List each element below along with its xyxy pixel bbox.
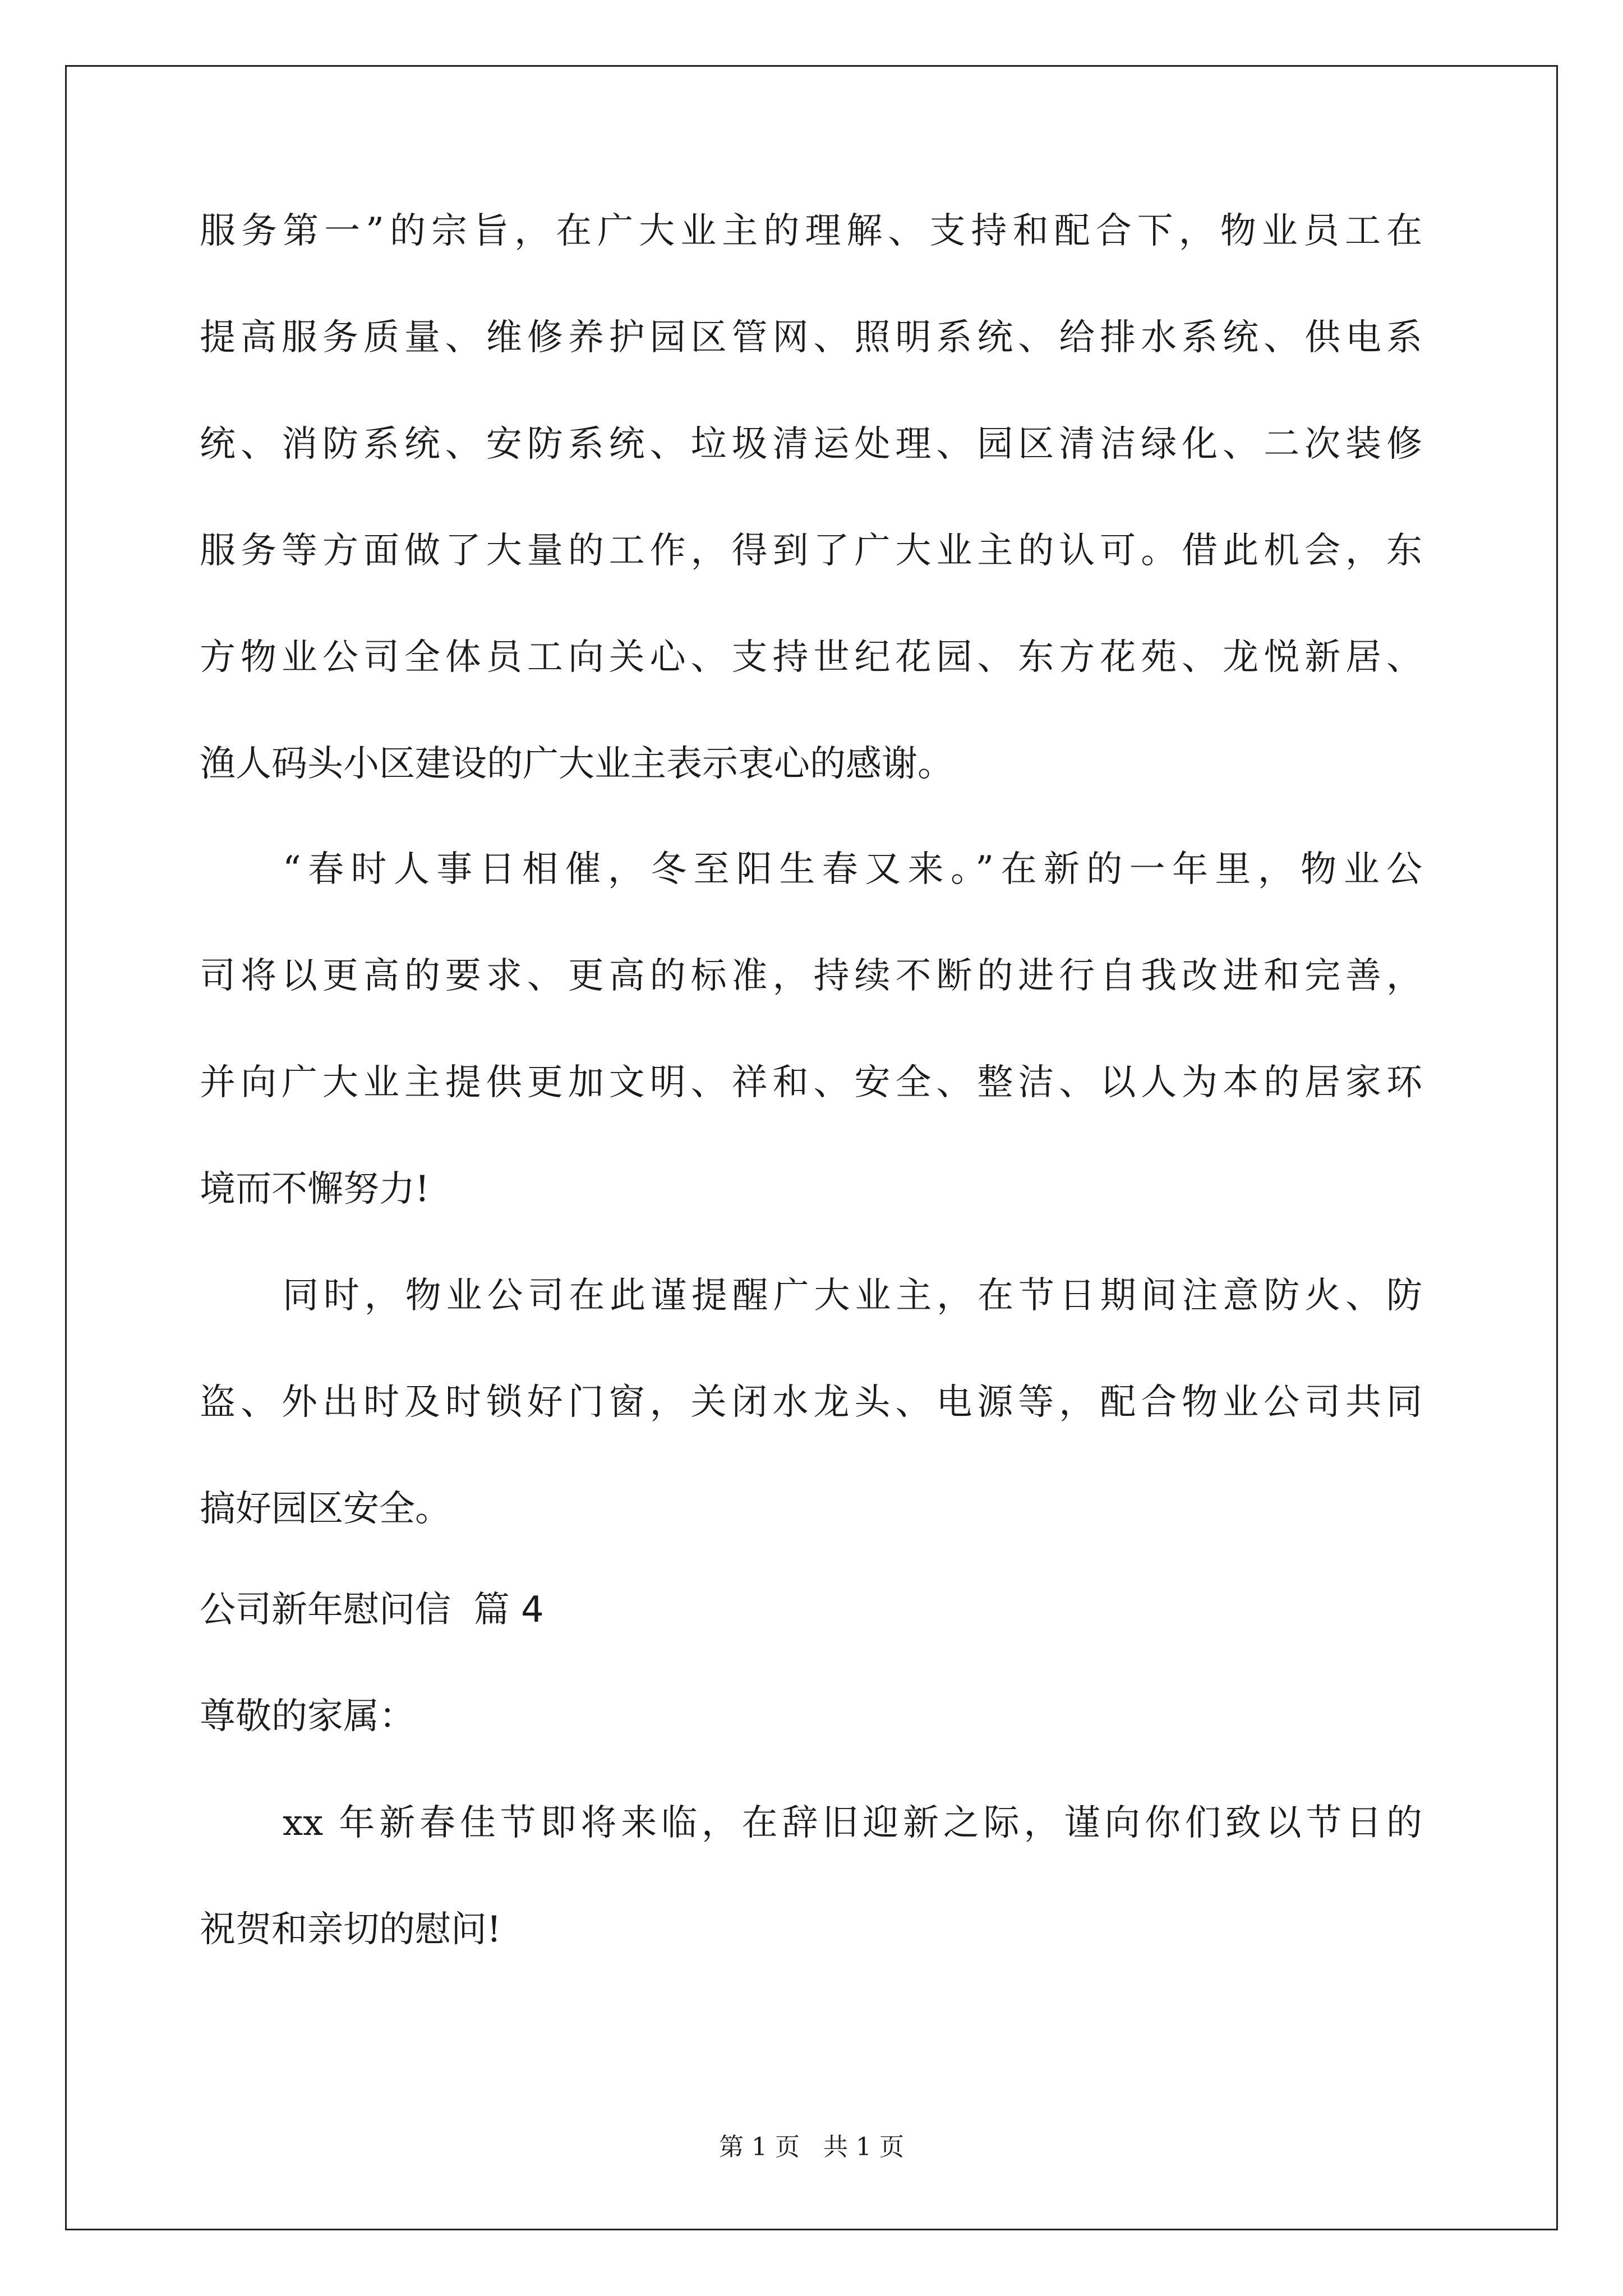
paragraph-line: 同时，物业公司在此谨提醒广大业主，在节日期间注意防火、防 <box>283 1275 1422 1317</box>
paragraph-line: 方物业公司全体员工向关心、支持世纪花园、东方花苑、龙悦新居、 <box>200 637 1422 678</box>
salutation: 尊敬的家属： <box>200 1696 415 1737</box>
paragraph-line: 并向广大业主提供更加文明、祥和、安全、整洁、以人为本的居家环 <box>200 1062 1422 1103</box>
paragraph-line: 境而不懈努力! <box>200 1168 430 1210</box>
paragraph-line: 祝贺和亲切的慰问! <box>200 1909 501 1950</box>
paragraph-line: 渔人码头小区建设的广大业主表示衷心的感谢。 <box>200 743 953 785</box>
paragraph-line: 搞好园区安全。 <box>200 1488 451 1530</box>
paragraph-line: 司将以更高的要求、更高的标准，持续不断的进行自我改进和完善， <box>200 955 1422 997</box>
paragraph-line: 统、消防系统、安防系统、垃圾清运处理、园区清洁绿化、二次装修 <box>200 424 1422 465</box>
page-border <box>65 65 1558 2230</box>
section-heading: 公司新年慰问信 篇 4 <box>200 1589 544 1631</box>
paragraph-line: “春时人事日相催，冬至阳生春又来。”在新的一年里，物业公 <box>283 849 1422 890</box>
paragraph-line: 提高服务质量、维修养护园区管网、照明系统、给排水系统、供电系 <box>200 317 1422 358</box>
page-footer: 第 1 页 共 1 页 <box>719 2133 904 2161</box>
paragraph-line: xx 年新春佳节即将来临，在辞旧迎新之际，谨向你们致以节日的 <box>283 1802 1422 1844</box>
paragraph-line: 服务第一”的宗旨，在广大业主的理解、支持和配合下，物业员工在 <box>200 210 1422 252</box>
paragraph-line: 服务等方面做了大量的工作，得到了广大业主的认可。借此机会，东 <box>200 530 1422 572</box>
paragraph-line: 盗、外出时及时锁好门窗，关闭水龙头、电源等，配合物业公司共同 <box>200 1382 1422 1423</box>
